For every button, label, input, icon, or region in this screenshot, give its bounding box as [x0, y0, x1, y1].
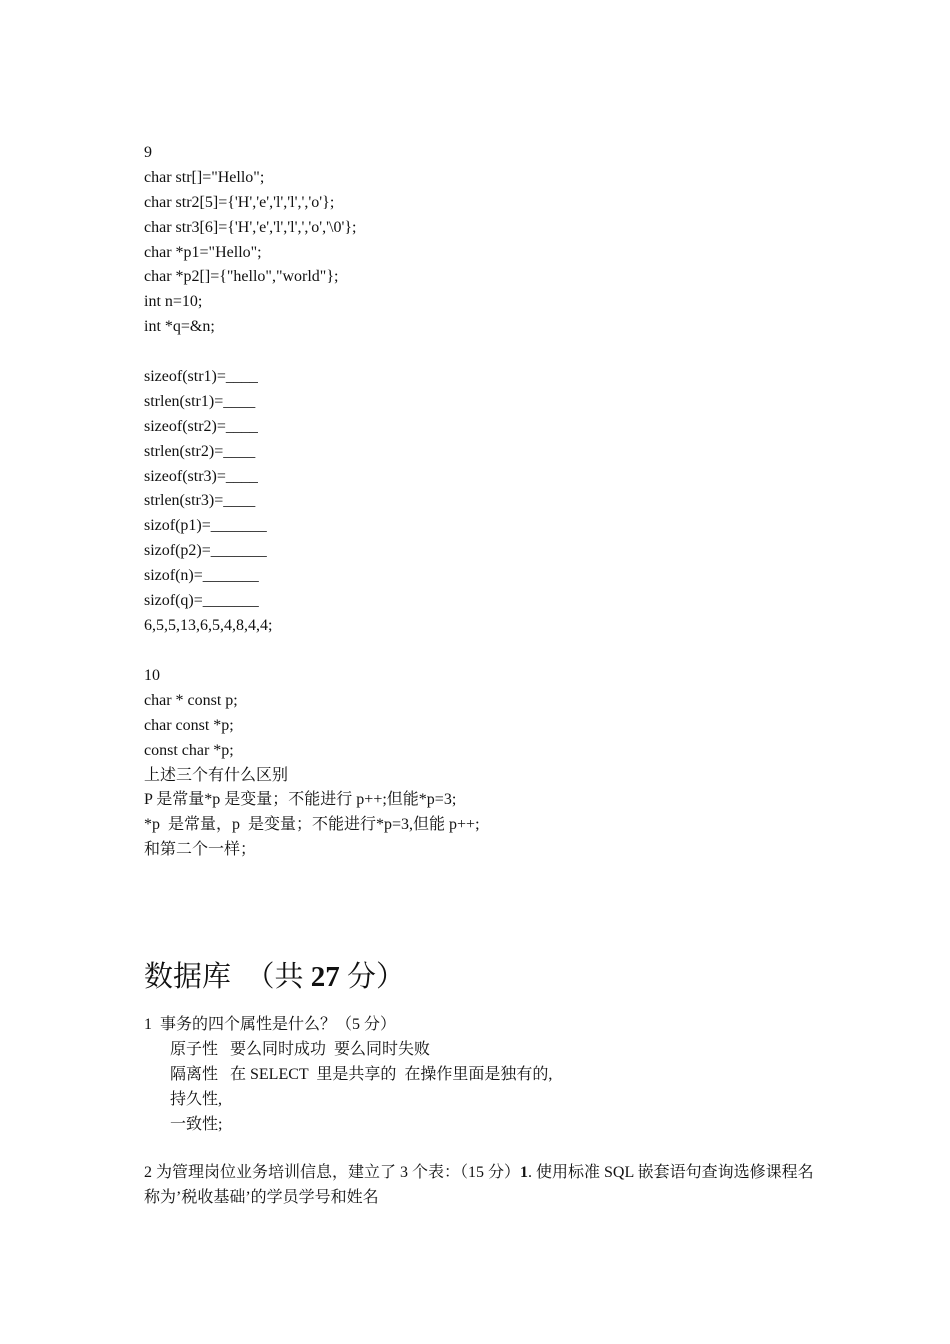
fill-blank-line: strlen(str3)=____ — [144, 492, 256, 510]
question-text-part: 2 为管理岗位业务培训信息，建立了 3 个表：（15 分） — [144, 1164, 521, 1181]
fill-blank-line: sizeof(str2)=____ — [144, 417, 258, 435]
answer-line: 隔离性 在 SELECT 里是共享的 在操作里面是独有的, — [170, 1065, 553, 1083]
fill-blank-line: sizof(p2)=_______ — [144, 542, 267, 560]
section-title — [144, 957, 405, 997]
question-text: 1 事务的四个属性是什么？（5 分） — [144, 1016, 397, 1033]
answer-line: 和第二个一样； — [144, 841, 257, 859]
code-line: int *q=&n; — [144, 318, 215, 336]
answer-line: 原子性 要么同时成功 要么同时失败 — [170, 1040, 431, 1058]
fill-blank-line: sizof(q)=_______ — [144, 592, 259, 610]
answer-line: P 是常量*p 是变量；不能进行 p++;但能*p=3; — [144, 791, 457, 809]
sub-question-number: 1 — [520, 1164, 529, 1181]
database-question-2 — [144, 1161, 844, 1211]
code-line: char str3[6]={'H','e','l','l',','o','\0'}; — [144, 218, 357, 236]
code-line: char str[]="Hello"; — [144, 168, 265, 186]
fill-blank-line: sizof(p1)=_______ — [144, 517, 267, 535]
question-number: 10 — [144, 667, 160, 684]
code-line: char str2[5]={'H','e','l','l',','o'}; — [144, 193, 335, 211]
question-text: 上述三个有什么区别 — [144, 766, 289, 784]
code-line: char *p2[]={"hello","world"}; — [144, 268, 339, 286]
blank-line — [144, 340, 844, 365]
code-line: char const *p; — [144, 716, 234, 734]
fill-blank-line: sizeof(str1)=____ — [144, 368, 258, 386]
section-title-suffix: 分） — [339, 961, 406, 993]
answer-line: 6,5,5,13,6,5,4,8,4,4; — [144, 616, 273, 634]
fill-blank-line: sizeof(str3)=____ — [144, 467, 258, 485]
database-question-1 — [144, 1013, 844, 1137]
question-number: 9 — [144, 144, 152, 161]
section-title-score: 27 — [310, 961, 340, 993]
answer-line: 一致性; — [170, 1115, 223, 1133]
code-line: int n=10; — [144, 293, 203, 311]
code-line: char * const p; — [144, 691, 238, 709]
question-10 — [144, 664, 844, 863]
question-text-part: . 使用标准 SQL 嵌套语句查询选修课程名称为’税收基础’的学员学号和姓名 — [144, 1164, 814, 1206]
answer-line: 持久性, — [170, 1090, 223, 1108]
fill-blank-line: strlen(str2)=____ — [144, 442, 256, 460]
question-text — [144, 1161, 814, 1211]
fill-blank-line: sizof(n)=_______ — [144, 567, 259, 585]
fill-blank-line: strlen(str1)=____ — [144, 392, 256, 410]
code-line: char *p1="Hello"; — [144, 243, 262, 261]
section-title-prefix: 数据库 （共 — [144, 961, 311, 993]
answer-line: *p 是常量，p 是变量；不能进行*p=3,但能 p++; — [144, 816, 480, 834]
question-9 — [144, 141, 844, 639]
code-line: const char *p; — [144, 741, 234, 759]
